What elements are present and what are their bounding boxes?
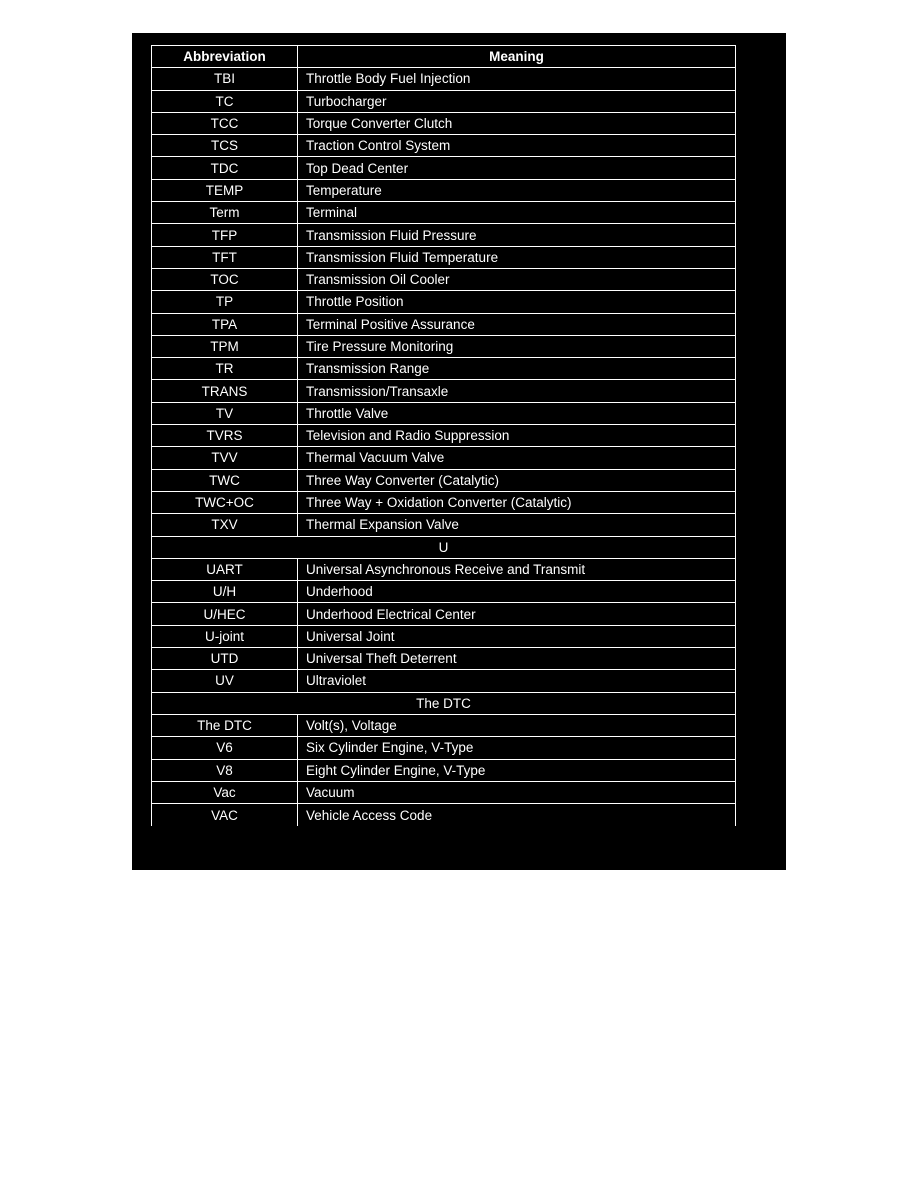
abbreviation-cell: VAC [152, 804, 298, 826]
abbreviation-cell: UART [152, 559, 298, 580]
table-row [151, 247, 736, 269]
meaning-cell: Three Way Converter (Catalytic) [306, 472, 500, 488]
meaning-cell: Volt(s), Voltage [306, 718, 397, 734]
table-row [151, 559, 736, 581]
abbreviation-cell: TR [152, 358, 298, 379]
abbreviation-cell: TXV [152, 514, 298, 535]
abbreviation-cell: TDC [152, 157, 298, 178]
meaning-cell: Three Way + Oxidation Converter (Catalytic) [306, 495, 572, 511]
meaning-cell: Tire Pressure Monitoring [306, 339, 454, 354]
meaning-cell: Terminal [306, 205, 358, 221]
meaning-cell: Throttle Body Fuel Injection [306, 71, 471, 87]
table-row [151, 760, 736, 782]
abbreviation-cell: UTD [152, 648, 298, 669]
table-row [151, 403, 736, 425]
table-row [151, 670, 736, 692]
meaning-cell: Transmission Oil Cooler [306, 272, 450, 288]
abbreviation-cell: TCC [152, 113, 298, 134]
table-row [151, 715, 736, 737]
table-row [151, 782, 736, 804]
table-row [151, 492, 736, 514]
table-row [151, 314, 736, 336]
header-meaning: Meaning [489, 49, 544, 65]
table-row [151, 135, 736, 157]
table-row [151, 603, 736, 625]
abbreviation-table [151, 45, 736, 826]
meaning-cell: Transmission Fluid Temperature [306, 249, 499, 265]
meaning-cell: Torque Converter Clutch [306, 116, 453, 132]
abbreviation-cell: TBI [152, 68, 298, 89]
abbreviation-cell: TPM [152, 336, 298, 357]
meaning-cell: Universal Theft Deterrent [306, 651, 457, 667]
abbreviation-cell: TFT [152, 247, 298, 268]
table-row [151, 113, 736, 135]
table-row [151, 737, 736, 759]
abbreviation-cell: TVRS [152, 425, 298, 446]
section-label: U [438, 539, 449, 555]
meaning-cell: Traction Control System [306, 138, 451, 154]
table-row [151, 157, 736, 179]
abbreviation-cell: TP [152, 291, 298, 312]
abbreviation-cell: V8 [152, 760, 298, 781]
meaning-cell: Universal Joint [306, 628, 395, 644]
meaning-cell: Transmission/Transaxle [306, 383, 449, 399]
abbreviation-cell: U-joint [152, 626, 298, 647]
abbreviation-cell: TRANS [152, 380, 298, 401]
table-row [151, 425, 736, 447]
meaning-cell: Six Cylinder Engine, V-Type [306, 740, 474, 756]
table-row [151, 180, 736, 202]
meaning-cell: Television and Radio Suppression [306, 428, 510, 444]
abbreviation-cell: TWC [152, 470, 298, 491]
section-label: The DTC [416, 695, 471, 711]
meaning-cell: Underhood [306, 584, 373, 600]
abbreviation-cell: TPA [152, 314, 298, 335]
table-row [151, 202, 736, 224]
meaning-cell: Turbocharger [306, 93, 387, 109]
abbreviation-cell: TCS [152, 135, 298, 156]
meaning-cell: Underhood Electrical Center [306, 606, 476, 622]
meaning-cell: Vehicle Access Code [306, 807, 433, 823]
table-row [151, 470, 736, 492]
abbreviation-cell: TFP [152, 224, 298, 245]
abbreviation-cell: TOC [152, 269, 298, 290]
table-row [151, 269, 736, 291]
table-row [151, 514, 736, 536]
abbreviation-cell: TWC+OC [152, 492, 298, 513]
table-row [151, 336, 736, 358]
table-row [151, 581, 736, 603]
table-row [151, 224, 736, 246]
table-row [151, 291, 736, 313]
abbreviation-cell: Term [152, 202, 298, 223]
table-body [151, 68, 736, 826]
abbreviation-cell: TVV [152, 447, 298, 468]
meaning-cell: Thermal Vacuum Valve [306, 450, 445, 466]
document-page-black-panel [132, 33, 786, 870]
abbreviation-cell: The DTC [152, 715, 298, 736]
table-header-row [151, 46, 736, 68]
abbreviation-cell: Vac [152, 782, 298, 803]
meaning-cell: Ultraviolet [306, 673, 367, 689]
table-row [151, 380, 736, 402]
meaning-cell: Transmission Fluid Pressure [306, 227, 477, 243]
abbreviation-cell: TC [152, 91, 298, 112]
table-row [151, 68, 736, 90]
table-section-row [151, 693, 736, 715]
table-section-row [151, 537, 736, 559]
abbreviation-cell: UV [152, 670, 298, 691]
abbreviation-cell: U/HEC [152, 603, 298, 624]
table-row [151, 447, 736, 469]
meaning-cell: Temperature [306, 182, 382, 198]
meaning-cell: Eight Cylinder Engine, V-Type [306, 762, 486, 778]
table-row [151, 91, 736, 113]
meaning-cell: Top Dead Center [306, 160, 409, 176]
meaning-cell: Universal Asynchronous Receive and Transmit [306, 561, 586, 577]
abbreviation-cell: U/H [152, 581, 298, 602]
table-row [151, 358, 736, 380]
meaning-cell: Vacuum [306, 784, 355, 800]
meaning-cell: Thermal Expansion Valve [306, 517, 459, 533]
abbreviation-cell: TV [152, 403, 298, 424]
meaning-cell: Transmission Range [306, 361, 430, 377]
meaning-cell: Throttle Valve [306, 405, 389, 421]
header-abbreviation: Abbreviation [152, 46, 298, 67]
abbreviation-cell: V6 [152, 737, 298, 758]
table-row [151, 626, 736, 648]
meaning-cell: Terminal Positive Assurance [306, 316, 475, 332]
table-row [151, 804, 736, 826]
table-row [151, 648, 736, 670]
abbreviation-cell: TEMP [152, 180, 298, 201]
meaning-cell: Throttle Position [306, 294, 404, 310]
